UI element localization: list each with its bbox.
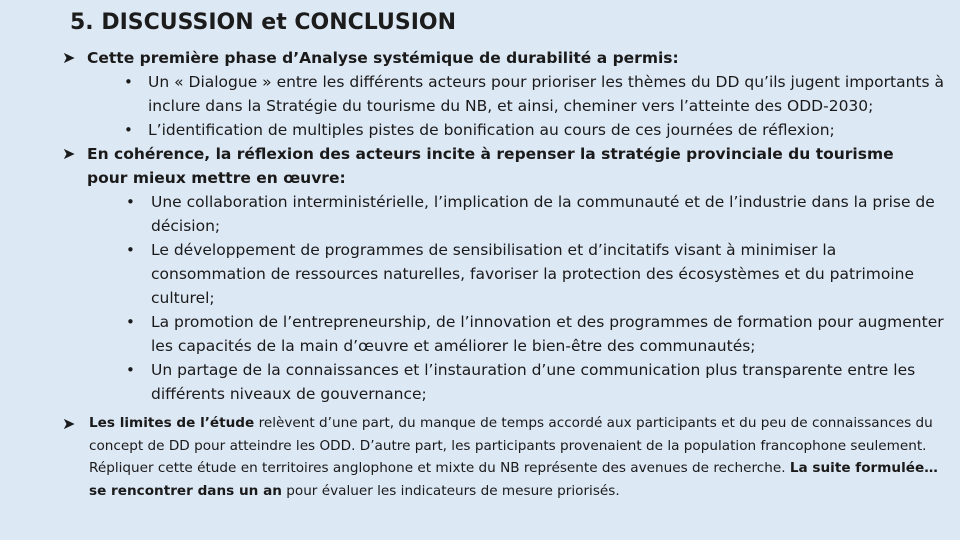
bullet-text: La promotion de l’entrepreneurship, de l’innovation et des programmes de formation pour augmenter les capacités de la main d’œuvre et améliorer le bien-être des communautés; xyxy=(151,313,944,355)
bullet-icon: • xyxy=(126,313,135,331)
arrow-right-icon: ➤ xyxy=(62,414,76,433)
bullet-text: L’identification de multiples pistes de bonification au cours de ces journées de réflexion; xyxy=(148,121,835,139)
section-heading: Cette première phase d’Analyse systémique de durabilité a permis: xyxy=(87,49,679,67)
slide-content xyxy=(62,46,947,502)
section-coherence xyxy=(62,142,947,406)
bullet-icon: • xyxy=(126,193,135,211)
bullet-icon: • xyxy=(126,241,135,259)
next-step-lead: La suite formulée…se rencontrer dans un an xyxy=(89,460,938,499)
section-analysis-results xyxy=(62,46,947,142)
bullet-list xyxy=(87,190,947,406)
bullet-icon: • xyxy=(124,121,133,139)
section-heading: En cohérence, la réflexion des acteurs incite à repenser la stratégie provinciale du tourisme pour mieux mettre en œuvre: xyxy=(87,145,894,187)
bullet-text: Un partage de la connaissances et l’instauration d’une communication plus transparente entre les différents niveaux de gouvernance; xyxy=(151,361,916,403)
arrow-right-icon: ➤ xyxy=(62,144,76,163)
limitations-lead: Les limites de l’étude xyxy=(89,415,255,431)
bullet-text: Un « Dialogue » entre les différents acteurs pour prioriser les thèmes du DD qu’ils jugent importants à inclure dans la Stratégie du tourisme du NB, et ainsi, cheminer vers l’atteinte des ODD-2030; xyxy=(148,73,944,115)
list-item xyxy=(87,238,947,310)
next-step-text: pour évaluer les indicateurs de mesure priorisés. xyxy=(281,482,620,499)
bullet-list xyxy=(87,70,947,142)
list-item xyxy=(87,358,947,406)
bullet-text: Une collaboration interministérielle, l’implication de la communauté et de l’industrie dans la prise de décision; xyxy=(151,193,935,235)
list-item xyxy=(87,310,947,358)
slide-title: 5. DISCUSSION et CONCLUSION xyxy=(70,10,457,35)
list-item xyxy=(87,70,947,118)
bullet-icon: • xyxy=(124,73,133,91)
bullet-icon: • xyxy=(126,361,135,379)
section-paragraph xyxy=(87,412,947,502)
bullet-text: Le développement de programmes de sensibilisation et d’incitatifs visant à minimiser la consommation de ressources naturelles, favoriser la protection des écosystèmes et du patrimoine culturel; xyxy=(151,241,914,307)
list-item xyxy=(87,118,947,142)
arrow-right-icon: ➤ xyxy=(62,48,76,67)
list-item xyxy=(87,190,947,238)
section-limitations xyxy=(62,412,947,502)
limitations-body: relèvent d’une part, du manque de temps accordé aux participants et du peu de connaissances du concept de DD pour atteindre les ODD. D’autre part, les participants provenaient de la population francophone seulement. Répliquer cette étude en territoires anglophone et mixte du NB représente des avenues de recherche. xyxy=(89,415,933,476)
